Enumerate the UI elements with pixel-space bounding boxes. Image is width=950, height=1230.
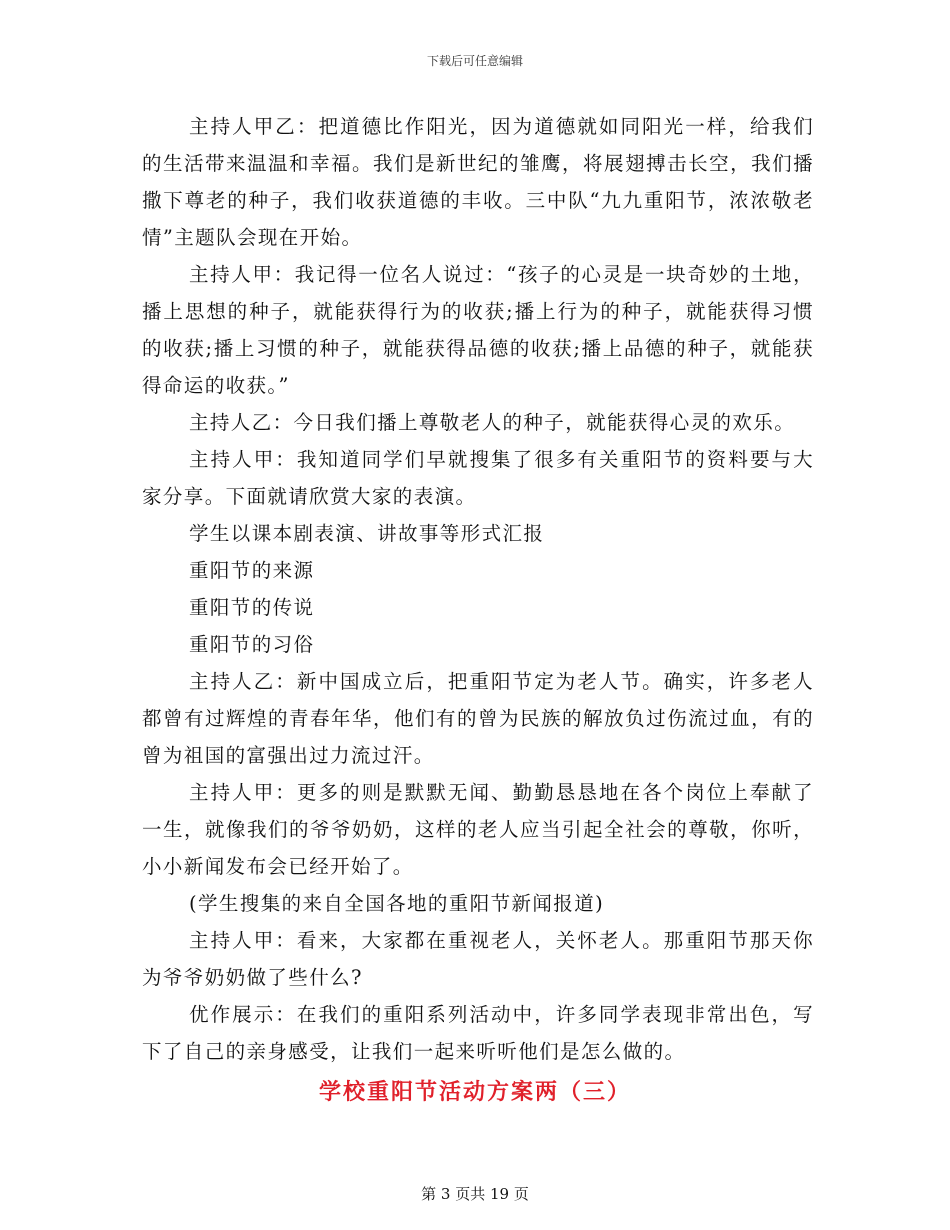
paragraph: 重阳节的来源	[189, 559, 315, 582]
paragraph: 主持人甲：我记得一位名人说过：“孩子的心灵是一块奇妙的土地，播上思想的种子，就能获得行为的收获;播上行为的种子，就能获得习惯的收获;播上习惯的种子，就能获得品德的收获;播上品德的种子，就能获得命运的收获。”	[142, 263, 814, 397]
paragraph: 主持人甲：看来，大家都在重视老人，关怀老人。那重阳节那天你为爷爷奶奶做了些什么?	[142, 929, 814, 989]
paragraph: 重阳节的习俗	[189, 633, 315, 656]
paragraph: 优作展示：在我们的重阳系列活动中，许多同学表现非常出色，写下了自己的亲身感受，让我们一起来听听他们是怎么做的。	[142, 1003, 814, 1063]
paragraph: (学生搜集的来自全国各地的重阳节新闻报道)	[189, 892, 605, 915]
paragraph: 学生以课本剧表演、讲故事等形式汇报	[189, 522, 545, 545]
paragraph: 主持人乙：新中国成立后，把重阳节定为老人节。确实，许多老人都曾有过辉煌的青春年华，他们有的曾为民族的解放负过伤流过血，有的曾为祖国的富强出过力流过汗。	[142, 670, 814, 767]
page-footer: 第 3 页共 19 页	[421, 1185, 529, 1203]
paragraph: 主持人甲：我知道同学们早就搜集了很多有关重阳节的资料要与大家分享。下面就请欣赏大家的表演。	[142, 448, 814, 508]
page-header: 下载后可任意编辑	[426, 54, 523, 68]
document-body	[142, 108, 814, 1070]
paragraph: 主持人甲乙：把道德比作阳光，因为道德就如同阳光一样，给我们的生活带来温温和幸福。我们是新世纪的雏鹰，将展翅搏击长空，我们播撒下尊老的种子，我们收获道德的丰收。三中队“九九重阳节，浓浓敬老情”主题队会现在开始。	[142, 115, 814, 249]
paragraph: 重阳节的传说	[189, 596, 315, 619]
paragraph: 主持人甲：更多的则是默默无闻、勤勤恳恳地在各个岗位上奉献了一生，就像我们的爷爷奶奶，这样的老人应当引起全社会的尊敬，你听，小小新闻发布会已经开始了。	[142, 781, 814, 878]
paragraph: 主持人乙：今日我们播上尊敬老人的种子，就能获得心灵的欢乐。	[189, 411, 796, 434]
section-heading: 学校重阳节活动方案两（三）	[318, 1079, 631, 1105]
